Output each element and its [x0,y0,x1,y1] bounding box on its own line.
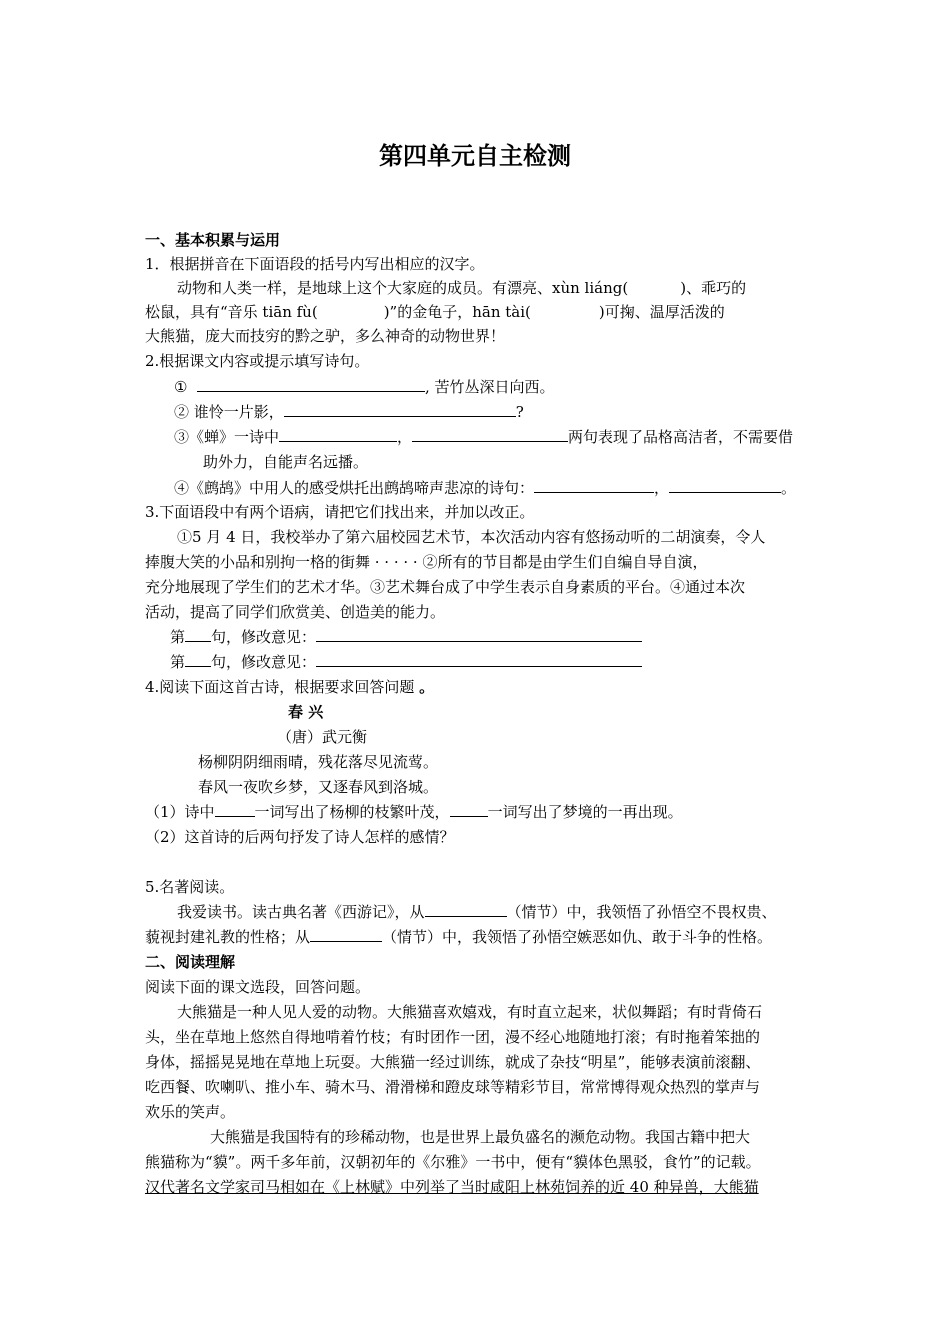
reading-para1-line-5: 欢乐的笑声。 [145,1103,236,1121]
reading-para1-line-3: 身体，摇摇晃晃地在草地上玩耍。大熊猫一经过训练，就成了杂技“明星”，能够表演前滚翻、 [145,1053,761,1071]
section-heading-1: 一、基本积累与运用 [145,231,281,249]
q1-passage-line-3: 大熊猫，庞大而技穷的黔之驴，多么神奇的动物世界！ [145,327,506,345]
q3-revision-2: 第 句，修改意见： [170,652,642,672]
q3-passage-line-3: 充分地展现了学生们的艺术才华。③艺术舞台成了中学生表示自身素质的平台。④通过本次 [145,578,746,596]
answer-blank[interactable] [412,427,568,442]
poem-author: （唐）武元衡 [277,728,368,746]
answer-blank[interactable] [310,927,382,942]
page-title: 第四单元自主检测 [379,142,571,170]
answer-blank[interactable] [185,652,211,667]
q3-passage-line-2: 捧腹大笑的小品和别拘一格的街舞 · · · · · ②所有的节目都是由学生们自编自导自演， [145,553,708,571]
q2-stem: 2.根据课文内容或提示填写诗句。 [145,352,370,370]
q1-passage-line-2: 松鼠，具有“音乐 tiān fù( )”的金龟子，hān tài( )可掬、温厚活泼的 [145,303,725,321]
answer-blank[interactable] [316,627,642,642]
poem-title: 春 兴 [288,703,324,721]
q3-revision-1: 第 句，修改意见： [170,627,642,647]
q2-item-3: ③《蝉》一诗中 ， 两句表现了品格高洁者，不需要借 [174,428,794,446]
answer-blank[interactable] [450,802,488,817]
answer-blank[interactable] [215,802,255,817]
poem-line-1: 杨柳阴阴细雨晴，残花落尽见流莺。 [198,753,439,771]
q5-stem: 5.名著阅读。 [145,878,235,896]
answer-blank[interactable] [316,652,642,667]
answer-blank[interactable] [284,402,516,417]
answer-blank[interactable] [185,627,211,642]
reading-para2-line-1: 大熊猫是我国特有的珍稀动物，也是世界上最负盛名的濒危动物。我国古籍中把大 [210,1128,751,1146]
reading-intro: 阅读下面的课文选段，回答问题。 [145,978,371,996]
q4-subquestion-2: （2）这首诗的后两句抒发了诗人怎样的感情？ [145,828,455,846]
q2-item-3-cont: 助外力，自能声名远播。 [203,453,369,471]
answer-blank[interactable] [425,902,507,917]
q3-passage-line-4: 活动，提高了同学们欣赏美、创造美的能力。 [145,603,446,621]
q3-stem: 3.下面语段中有两个语病，请把它们找出来，并加以改正。 [145,503,535,521]
q2-item-1: ① , 苦竹丛深日向西。 [174,378,555,396]
q1-stem: 1．根据拼音在下面语段的括号内写出相应的汉字。 [145,255,485,273]
section-heading-2: 二、阅读理解 [145,953,236,971]
reading-para1-line-2: 头，坐在草地上悠然自得地啃着竹枝；有时团作一团，漫不经心地随地打滚；有时拖着笨拙的 [145,1028,761,1046]
reading-para1-line-4: 吃西餐、吹喇叭、推小车、骑木马、滑滑梯和蹬皮球等精彩节目，常常博得观众热烈的掌声与 [145,1078,761,1096]
answer-blank[interactable] [279,427,397,442]
q2-item-2: ② 谁怜一片影， ? [174,403,524,421]
q2-item-4: ④《鹧鸪》中用人的感受烘托出鹧鸪啼声悲凉的诗句： ， 。 [174,479,797,497]
poem-line-2: 春风一夜吹乡梦，又逐春风到洛城。 [198,778,439,796]
reading-para2-line-2: 熊猫称为“貘”。两千多年前，汉朝初年的《尔雅》一书中，便有“貘体色黑驳，食竹”的记载。 [145,1153,761,1171]
answer-blank[interactable] [669,478,781,493]
reading-para2-underlined: 汉代著名文学家司马相如在《上林赋》中列举了当时咸阳上林苑饲养的近 40 种异兽，大熊猫 [145,1178,759,1196]
q3-passage-line-1: ①5 月 4 日，我校举办了第六届校园艺术节，本次活动内容有悠扬动听的二胡演奏，令人 [177,528,766,546]
q4-subquestion-1: （1）诗中 一词写出了杨柳的枝繁叶茂， 一词写出了梦境的一再出现。 [145,803,683,821]
q4-stem: 4.阅读下面这首古诗，根据要求回答问题 。 [145,678,435,696]
q5-line-1: 我爱读书。读古典名著《西游记》，从 （情节）中，我领悟了孙悟空不畏权贵、 [177,903,777,921]
answer-blank[interactable] [197,377,425,392]
q1-passage-line-1: 动物和人类一样，是地球上这个大家庭的成员。有漂亮、xùn liáng( )、乖巧的 [177,279,747,297]
reading-para1-line-1: 大熊猫是一种人见人爱的动物。大熊猫喜欢嬉戏，有时直立起来，状似舞蹈；有时背倚石 [177,1003,763,1021]
q5-line-2: 藐视封建礼教的性格；从 （情节）中，我领悟了孙悟空嫉恶如仇、敢于斗争的性格。 [145,928,773,946]
answer-blank[interactable] [534,478,654,493]
